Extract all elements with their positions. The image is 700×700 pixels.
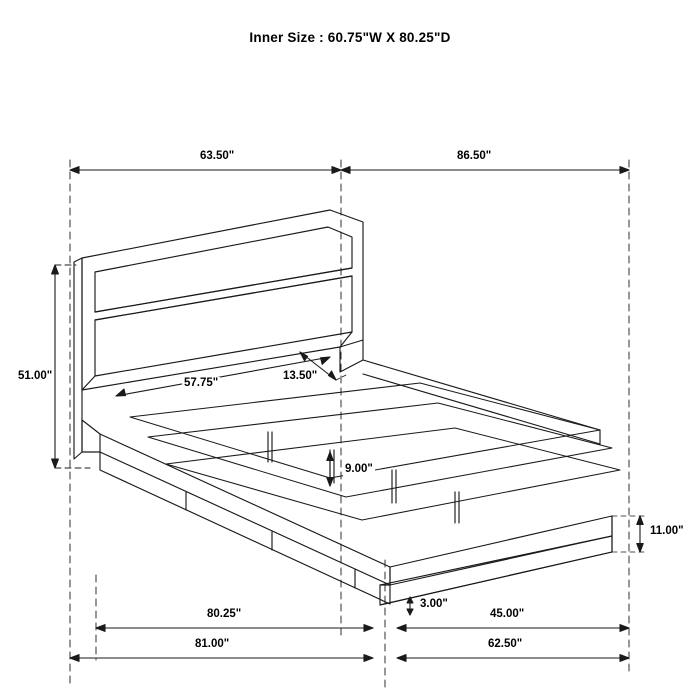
page-title: Inner Size : 60.75"W X 80.25"D: [249, 30, 451, 45]
dimension-label-top-right: 86.50": [457, 150, 492, 162]
dimension-label-top-left: 63.50": [200, 150, 235, 162]
slat-height-dimension: [327, 452, 333, 486]
top-dimension-row: [70, 167, 629, 174]
dimension-label-headboard-to-rail: 13.50": [283, 370, 318, 382]
bottom-dimension-row-1: [96, 625, 629, 632]
dimension-label-right-height: 11.00": [650, 525, 684, 537]
dimension-label-bottom-mid-right: 45.00": [490, 608, 525, 620]
dimension-label-left-height: 51.00": [18, 370, 53, 382]
left-height-dimension: [52, 265, 90, 468]
dimension-label-bottom-mid-left: 80.25": [207, 608, 242, 620]
bed-outline: [74, 210, 620, 605]
right-height-dimension: [612, 516, 648, 552]
foot-rail-dimension: [407, 597, 413, 615]
dimension-label-bottom-outer-left: 81.00": [195, 638, 230, 650]
dimension-label-foot-rail: 3.00": [420, 598, 448, 610]
dimension-label-bottom-outer-right: 62.50": [488, 638, 523, 650]
dimension-label-headboard-width: 57.75": [184, 377, 219, 389]
bottom-dimension-row-2: [70, 655, 629, 662]
dimension-label-slat-height: 9.00": [345, 463, 373, 475]
